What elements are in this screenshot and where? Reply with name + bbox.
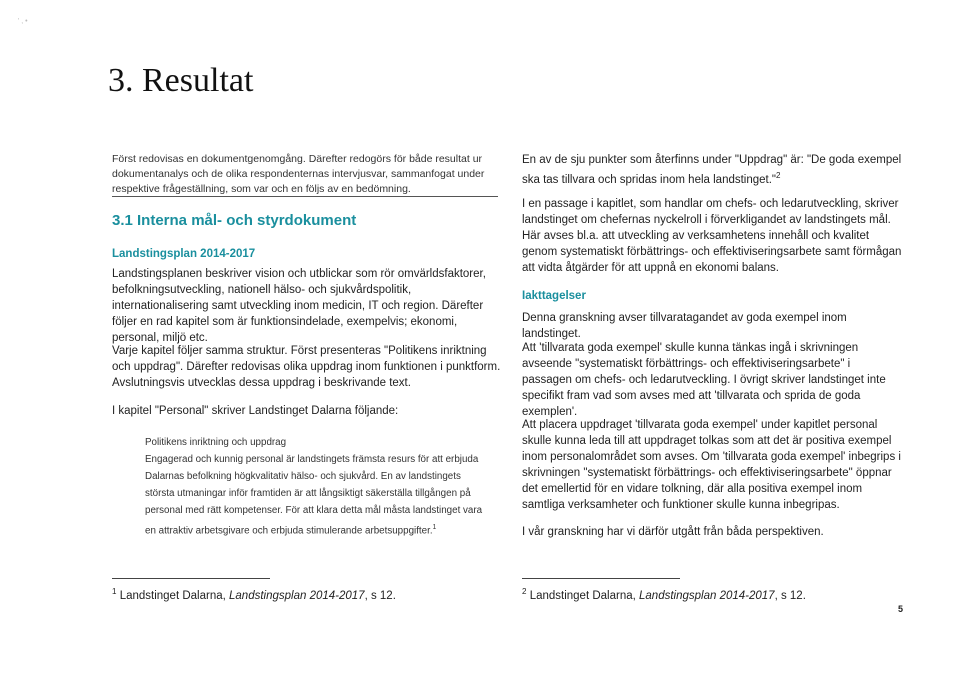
right-paragraph-leadership: I en passage i kapitlet, som handlar om chefs- och ledarutveckling, skriver landstinget om chefernas nyckelroll i förverkligandet av landstingets mål. Här avses bl.a. att utveckling av verksamhetens innehåll och kvalitet genom systematiskt förbättrings- och effektiviseringsarbete samt förmågan att vidta åtgärder för att uppnå en ekonomi balans. <box>522 198 902 274</box>
right-paragraph-placement: Att placera uppdraget 'tillvarata goda exempel' under kapitlet personal skulle kunna leda till att uppdraget tolkas som att det är positiva exempel inom personalområdet som avses. Om 'tillvarata goda exempel' inbegrips i skrivningen "systematiskt förbättrings- och effektiviseringsarbete" öppnar det emellertid för en vidare tolkning, där alla positiva exempel inom samtliga verksamheter och funktioner skulle kunna inbegripas. <box>522 419 901 511</box>
footnote-2: $^2$ Landstinget Dalarna, Landstingsplan 2014-2017, s 12. <box>522 587 806 602</box>
paragraph-plan-description: Landstingsplanen beskriver vision och utblickar som rör omvärldsfaktorer, befolkningsutveckling, nationell hälso- och sjukvårdspolitik, internationalisering samt utveckling inom medicin, IT och region. Därefter följer en rad kapitel som är funktionsindelade, exempelvis; ekonomi, personal, miljö etc. <box>112 268 486 344</box>
section-heading: 3.1 Interna mål- och styrdokument <box>112 212 357 229</box>
footnote-1: $^1$ Landstinget Dalarna, Landstingsplan 2014-2017, s 12. <box>112 587 396 602</box>
right-paragraph-interpretation: Att 'tillvarata goda exempel' skulle kunna tänkas ingå i skrivningen avseende "systematiskt förbättrings- och effektiviseringsarbete" i passagen om chefs- och ledarutveckling. I övrigt skriver landstinget inte specifikt fram vad som avses med att 'tillvarata och sprida de goda exemplen'. <box>522 342 886 418</box>
footnote-divider-right <box>522 578 680 579</box>
right-paragraph-conclusion: I vår granskning har vi därför utgått från båda perspektiven. <box>522 526 824 538</box>
footnote-divider-left <box>112 578 270 579</box>
right-paragraph-uppdrag: En av de sju punkter som återfinns under "Uppdrag" är: "De goda exempel ska tas tillvara och spridas inom hela landstinget."$^2$ <box>522 154 902 186</box>
intro-divider <box>112 196 498 197</box>
footnote-ref-2[interactable]: 2 <box>776 171 781 180</box>
observations-heading: Iakttagelser <box>522 290 586 302</box>
page-title: 3. Resultat <box>108 62 254 99</box>
quote-body: Engagerad och kunnig personal är landstingets främsta resurs för att erbjuda Dalarnas befolkning högkvalitativ hälso- och sjukvård. En av landstingets största utmaningar inför framtiden är att långsiktigt säkerställa tillgången på personal med rätt kompetenser. För att klara detta mål måsta landstinget vara en attraktiv arbetsgivare och erbjuda stimulerande arbetsuppgifter.$^1$ <box>145 454 483 537</box>
intro-paragraph: Först redovisas en dokumentgenomgång. Därefter redogörs för både resultat ur dokumentanalys och de olika respondenternas intervjusvar, sammanfogat under respektive frågeställning, som var och en följs av en bedömning. <box>112 153 485 195</box>
quote-block <box>145 434 485 539</box>
sub-heading: Landstingsplan 2014-2017 <box>112 248 256 260</box>
quote-title: Politikens inriktning och uppdrag <box>145 437 287 448</box>
footnote-ref-1[interactable]: 1 <box>432 524 437 531</box>
right-paragraph-scope: Denna granskning avser tillvaratagandet av goda exempel inom landstinget. <box>522 312 847 340</box>
page-number: 5 <box>898 604 904 614</box>
scan-mark: ' , • <box>18 18 28 25</box>
paragraph-chapter-structure: Varje kapitel följer samma struktur. Först presenteras "Politikens inriktning och uppdrag". Därefter redovisas olika uppdrag inom funktionen i punktform. Avslutningsvis utvecklas dessa uppdrag i beskrivande text. <box>112 345 501 389</box>
paragraph-personal-intro: I kapitel "Personal" skriver Landstinget Dalarna följande: <box>112 405 399 417</box>
